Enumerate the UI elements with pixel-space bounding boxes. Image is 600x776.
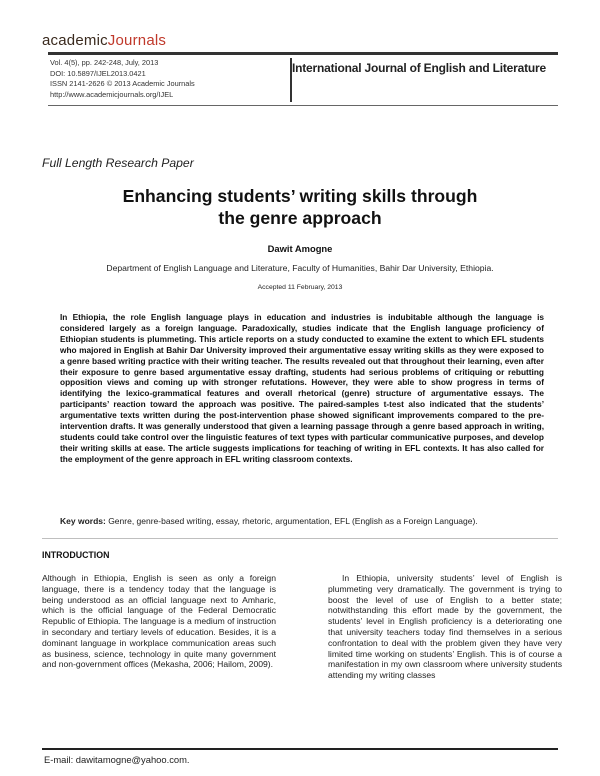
journal-name: International Journal of English and Literature bbox=[292, 61, 546, 75]
page-footer bbox=[42, 748, 558, 770]
section-divider bbox=[42, 538, 558, 539]
keywords bbox=[60, 516, 550, 527]
accepted-date: Accepted 11 February, 2013 bbox=[257, 284, 343, 291]
logo-accent: Journals bbox=[107, 32, 167, 49]
abstract: In Ethiopia, the role English language plays in education and industries is indubitable although the language is considered largely as a foreign language. Paradoxically, studies indicate that the English language proficiency of Ethiopian students is plummeting. This article reports on a study conducted to examine the extent to which EFL students who majored in English at Bahir Dar University improved their argumentative essay writing skills as they were exposed to a genre based writing practice with their writing teacher. The results revealed out that throughout their learning, even after their exposure to genre based argumentative essay drafting, students had serious problems of critiquing or rebutting opposition views and coming up with stronger refutations. However, they were able to show progress in terms of identifying the lexico-grammatical features and overall rhetorical (genre) structure of argumentative essays. The participants’ reaction toward the approach was positive. The paired-samples t-test also indicated that the students’ argumentative texts written during the post-intervention phase showed significant improvements compared to the pre-intervention drafts. It was generally understood that given a learning passage through a genre based approach in writing, students could take control over the linguistic features of text types with particular communicative purposes, and develop their writing skills at ease. The article suggests implications for teaching of writing in EFL contexts. It has also called for the employment of the genre approach in EFL writing classroom contexts. bbox=[60, 312, 544, 464]
paper-title bbox=[0, 185, 600, 229]
journal-header bbox=[48, 52, 558, 106]
title-line-1: Enhancing students’ writing skills through bbox=[122, 186, 478, 206]
author-affiliation: Department of English Language and Literature, Faculty of Humanities, Bahir Dar University, Ethiopia. bbox=[106, 263, 494, 273]
keywords-text: Genre, genre-based writing, essay, rhetoric, argumentation, EFL (English as a Foreign Language). bbox=[105, 516, 478, 526]
meta-volume: Vol. 4(5), pp. 242-248, July, 2013 bbox=[50, 58, 159, 67]
footer-email[interactable]: E-mail: dawitamogne@yahoo.com. bbox=[44, 754, 190, 765]
meta-doi: DOI: 10.5897/IJEL2013.0421 bbox=[50, 68, 146, 78]
author-name: Dawit Amogne bbox=[267, 243, 333, 254]
meta-issn: ISSN 2141-2626 © 2013 Academic Journals bbox=[50, 79, 195, 89]
intro-column-right: In Ethiopia, university students’ level of English is plummeting very dramatically. The government is trying to boost the level of use of English to a better state; notwithstanding this effort made by the government, the students’ level in English proficiency is a deteriorating one that university teachers today find themselves in a serious confrontation to deal with the problem given they have very limited time working on students’ English. This is of course a manifestation in my own classroom where university students attending my writing classes bbox=[328, 573, 562, 681]
keywords-label: Key words: bbox=[60, 516, 106, 526]
intro-column-left: Although in Ethiopia, English is seen as only a foreign language, there is a tendency today that the language is being understood as an official language next to Amharic, which is the official language of the Federal Democratic Republic of Ethiopia. The language is a medium of instruction in secondary and tertiary levels of education. Besides, it is a dominant language in workplace communication areas such as business, science, technology in quite many government and non-government offices (Mekasha, 2006; Hailom, 2009). bbox=[42, 573, 276, 670]
publisher-logo bbox=[42, 32, 166, 49]
journal-meta bbox=[48, 58, 292, 102]
meta-url[interactable]: http://www.academicjournals.org/IJEL bbox=[50, 89, 174, 99]
logo-prefix: academic bbox=[42, 32, 108, 49]
title-line-2: the genre approach bbox=[218, 208, 382, 228]
paper-type: Full Length Research Paper bbox=[42, 156, 194, 170]
introduction-heading: INTRODUCTION bbox=[42, 550, 110, 560]
